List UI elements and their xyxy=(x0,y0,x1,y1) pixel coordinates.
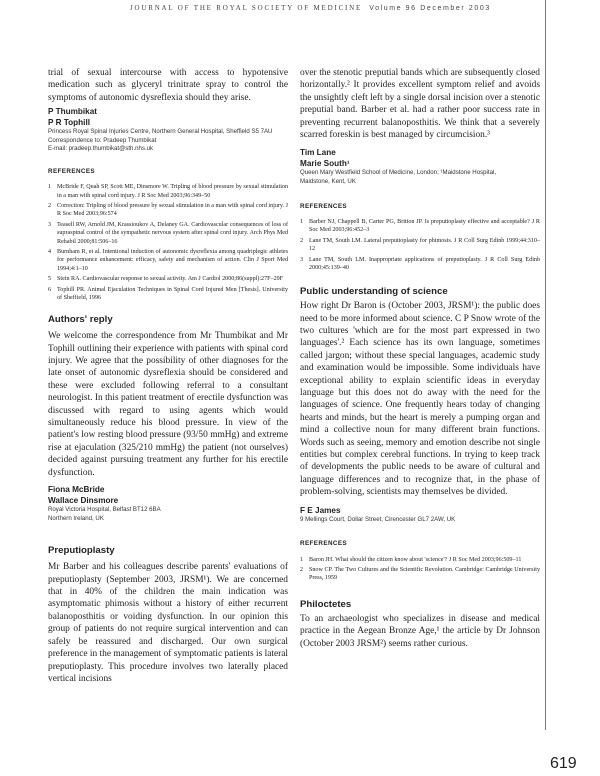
running-header xyxy=(130,4,491,12)
right-column xyxy=(300,67,540,650)
margin-rule xyxy=(545,0,546,730)
reference-item: 2 Correction: Tripling of blood pressure by sexual stimulation in a man with spinal cord injury. J R Soc Med 2003;96:574 xyxy=(48,203,288,218)
reference-item: 1 Barber NJ, Chappell B, Carter PG, Britton JP. Is preputioplasty effective and acceptable? J R Soc Med 2003;96:452–3 xyxy=(300,219,540,234)
page-number: 619 xyxy=(550,755,577,772)
email: E-mail: pradeep.thumbikat@sth.nhs.uk xyxy=(48,145,154,153)
section-heading: Authors' reply xyxy=(48,314,113,326)
reference-list xyxy=(48,183,288,302)
affiliation: Northern Ireland, UK xyxy=(48,514,104,522)
issue-info: Volume 96 December 2003 xyxy=(369,5,491,12)
references-heading: REFERENCES xyxy=(48,168,96,175)
journal-title: JOURNAL OF THE ROYAL SOCIETY OF MEDICINE xyxy=(130,4,363,12)
reference-item: 4 Burnham R, et al. Intentional induction of autonomic dysreflexia among quadriplegic athletes for performance enhancement: efficacy, safety and mechanism of action. Clin J Sport Med 1994;4:1–10 xyxy=(48,249,288,272)
affiliation: Correspondence to: Pradeep Thumbikat xyxy=(48,136,157,144)
reference-list xyxy=(300,218,540,272)
reference-item: 3 Lane TM, South LM. Inappropriate applications of preputioplasty. J R Coll Surg Edinb 2000;45:139–40 xyxy=(300,256,540,271)
letter-body: Mr Barber and his colleagues describe parents' evaluations of preputioplasty (September 2003, JRSM¹). We are concerned that in 40% of the children the main indication was asymptomatic phimosis without a history of either recurrent balanoposthitis or voiding dysfunction. In our opinion this group of patients do not require surgical intervention and can safely be reassured and discharged. Our own surgical preference in the management of symptomatic patients is lateral preputioplasty. This procedure involves two laterally placed vertical incisions xyxy=(48,562,289,684)
reference-list xyxy=(300,556,540,583)
reference-item: 3 Teasell RW, Arnold JM, Krassioukov A, Delaney GA. Cardiovascular consequences of loss of supraspinal control of the sympathetic nervous system after spinal cord injury. Arch Phys Med Rehabil 2000;81:506–16 xyxy=(48,221,288,245)
affiliation: Queen Mary Westfield School of Medicine, London; ¹Maidstone Hospital, xyxy=(300,169,497,177)
letter-body: How right Dr Baron is (October 2003, JRSM¹): the public does need to be more informed about science. C P Snow wrote of the two cultures 'which are for the most part expressed in two languages'.² Each science has its own language, sometimes called jargon; without these special languages, academic study and examination would be impossible. Some individuals have exceptional ability to explain scientific ideas in everyday language but this does not do away with the need for the languages of science. One frequently hears today of changing hearts and minds, but the heart is merely a pumping organ and mind a collective noun for many different brain functions. Words such as seeing, memory and emotion describe not single entities but complex cerebral functions. In trying to keep track of developments the public needs to be aware of cultural and language differences and to recognize that, in the phase of problem-solving, scientists may themselves be divided. xyxy=(300,301,540,498)
author-signature: F E James xyxy=(300,505,341,515)
author-signature: Tim Lane xyxy=(300,148,336,158)
author-signature: Wallace Dinsmore xyxy=(48,496,119,506)
reference-item: 2 Snow CP. The Two Cultures and the Scientific Revolution. Cambridge: Cambridge University Press, 1959 xyxy=(300,567,540,582)
reference-item: 1 Baron JH. What should the citizen know about 'science'? J R Soc Med 2003;96:509–11 xyxy=(300,556,522,563)
reference-item: 6 Tophill PR. Animal Ejaculation Techniques in Spinal Cord Injured Men [Thesis]. University of Sheffield, 1996 xyxy=(48,286,288,301)
left-column xyxy=(48,67,288,685)
author-signature: P R Tophill xyxy=(48,118,90,128)
letter-body: To an archaeologist who specializes in disease and medical practice in the Aegean Bronze Age,¹ the article by Dr Johnson (October 2003 JRSM²) seems rather curious. xyxy=(300,613,540,649)
section-heading: Preputioplasty xyxy=(48,545,115,557)
reference-item: 5 Stein RA. Cardiovascular response to sexual activity. Am J Cardiol 2000;86(suppl):27F–29F xyxy=(48,276,284,283)
affiliation: Princess Royal Spinal Injuries Centre, Northern General Hospital, Sheffield S5 7AU xyxy=(48,128,273,136)
author-signature: Fiona McBride xyxy=(48,485,105,495)
affiliation: Royal Victoria Hospital, Belfast BT12 6BA xyxy=(48,506,161,514)
author-signature: P Thumbikat xyxy=(48,107,97,117)
section-heading: Public understanding of science xyxy=(300,286,448,298)
affiliation: 9 Mellings Court, Dollar Street, Cirencester GL7 2AW, UK xyxy=(300,515,456,523)
references-heading: REFERENCES xyxy=(300,202,348,210)
affiliation: Maidstone, Kent, UK xyxy=(300,178,356,186)
reference-item: 2 Lane TM, South LM. Lateral preputioplasty for phimosis. J R Coll Surg Edinb 1999;44:310–12 xyxy=(300,237,540,253)
section-heading: Philoctetes xyxy=(300,598,352,610)
reference-item: 1 McBride F, Quah SP, Scott ME, Dinsmore W. Tripling of blood pressure by sexual stimulation in a man with spinal cord injury. J R Soc Med 2003;96:349–50 xyxy=(48,184,288,199)
letter-body: trial of sexual intercourse with access to hypotensive medication such as glyceryl trinitrate spray to control the symptoms of autonomic dysreflexia should they arise. xyxy=(48,68,288,103)
author-signature: Marie South¹ xyxy=(300,159,350,169)
letter-body: We welcome the correspondence from Mr Thumbikat and Mr Tophill outlining their experience with patients with spinal cord injury. We agree that the possibility of other diagnoses for the late onset of autonomic dysreflexia should be considered and these were excluded following referral to a consultant neurologist. In this patient treatment of erectile dysfunction was discussed with regard to using agents which would simultaneously reduce his blood pressure. In view of the patient's low resting blood pressure (93/50 mmHg) and extreme rise at ejaculation (325/210 mmHg) the patient (not ourselves) decided against pursuing treatment any further for his erectile dysfunction. xyxy=(48,331,288,478)
references-heading: REFERENCES xyxy=(300,540,348,548)
letter-body: over the stenotic preputial bands which are subsequently closed horizontally.² It provides excellent symptom relief and avoids the unsightly cleft left by a single dorsal incision over a stenotic preputial band. Barber et al. had a rather poor success rate in preventing recurrent balanoposthitis. We think that a severely scarred foreskin is best managed by circumcision.³ xyxy=(300,68,540,141)
